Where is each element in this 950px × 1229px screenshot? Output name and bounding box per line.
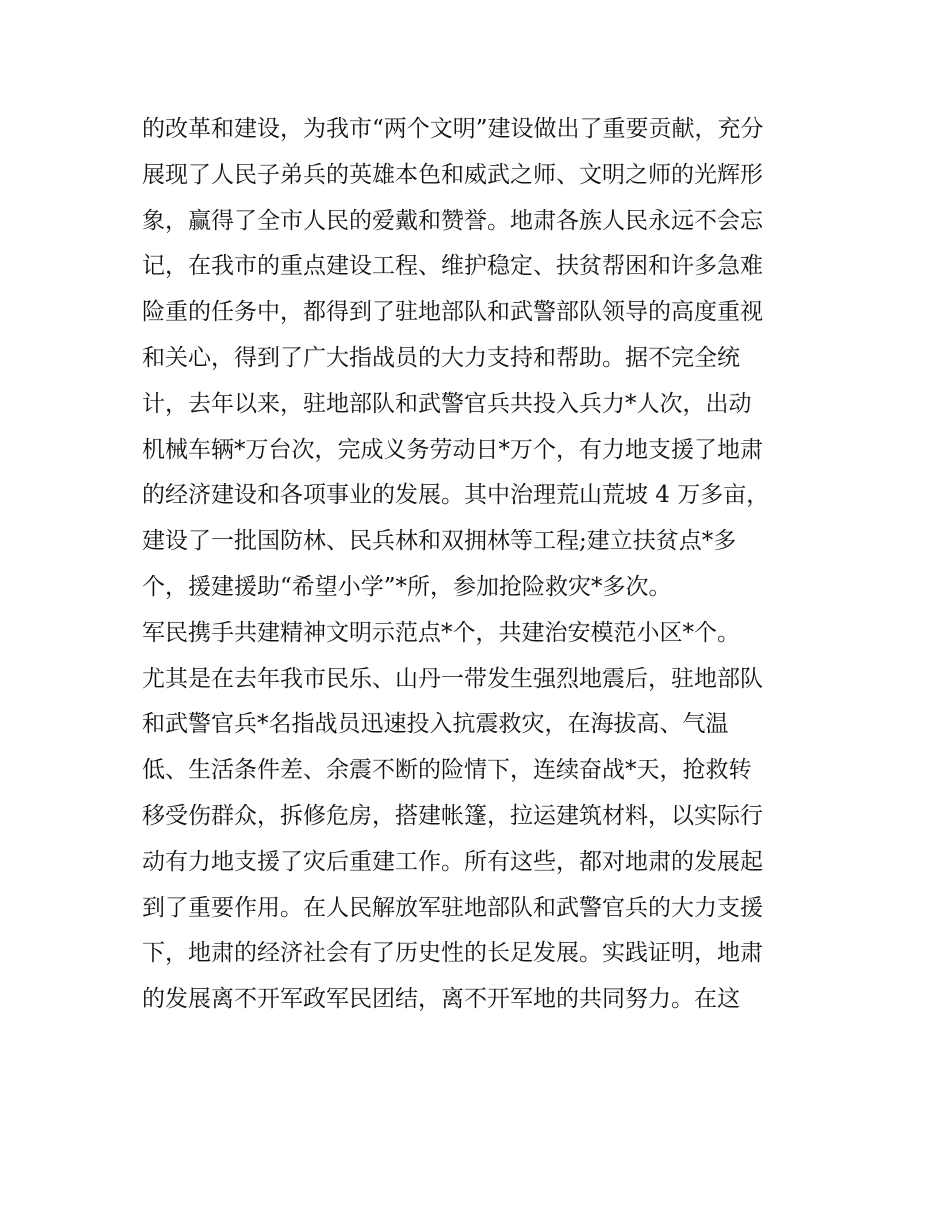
text-line: 记，在我市的重点建设工程、维护稳定、扶贫帮困和许多急难 (142, 253, 763, 280)
text-line: 的经济建设和各项事业的发展。其中治理荒山荒坡 4 万多亩， (142, 482, 770, 509)
text-line: 险重的任务中，都得到了驻地部队和武警部队领导的高度重视 (142, 299, 763, 326)
text-line: 动有力地支援了灾后重建工作。所有这些，都对地肃的发展起 (142, 848, 763, 875)
text-line: 和关心，得到了广大指战员的大力支持和帮助。据不完全统 (142, 344, 740, 371)
text-line: 机械车辆*万台次，完成义务劳动日*万个，有力地支援了地肃 (142, 436, 763, 463)
text-line: 军民携手共建精神文明示范点*个，共建治安模范小区*个。 (142, 619, 740, 646)
text-line: 个，援建援助“希望小学”*所，参加抢险救灾*多次。 (142, 573, 672, 600)
text-line: 计，去年以来，驻地部队和武警官兵共投入兵力*人次，出动 (142, 390, 752, 417)
text-line: 的发展离不开军政军民团结，离不开军地的共同努力。在这 (142, 986, 740, 1013)
text-line: 的改革和建设，为我市“两个文明”建设做出了重要贡献，充分 (142, 116, 764, 142)
text-line: 象，赢得了全市人民的爱戴和赞誉。地肃各族人民永远不会忘 (142, 207, 763, 234)
text-line: 展现了人民子弟兵的英雄本色和威武之师、文明之师的光辉形 (142, 161, 763, 188)
text-line: 下，地肃的经济社会有了历史性的长足发展。实践证明，地肃 (142, 940, 763, 967)
text-line: 和武警官兵*名指战员迅速投入抗震救灾，在海拔高、气温 (142, 711, 729, 738)
text-line: 低、生活条件差、余震不断的险情下，连续奋战*天，抢救转 (142, 757, 752, 784)
text-line: 建设了一批国防林、民兵林和双拥林等工程;建立扶贫点*多 (142, 528, 737, 555)
text-line: 移受伤群众，拆修危房，搭建帐篷，拉运建筑材料，以实际行 (142, 802, 763, 829)
text-line: 尤其是在去年我市民乐、山丹一带发生强烈地震后，驻地部队 (142, 665, 763, 692)
body-text (142, 107, 832, 1023)
text-line: 到了重要作用。在人民解放军驻地部队和武警官兵的大力支援 (142, 894, 763, 921)
